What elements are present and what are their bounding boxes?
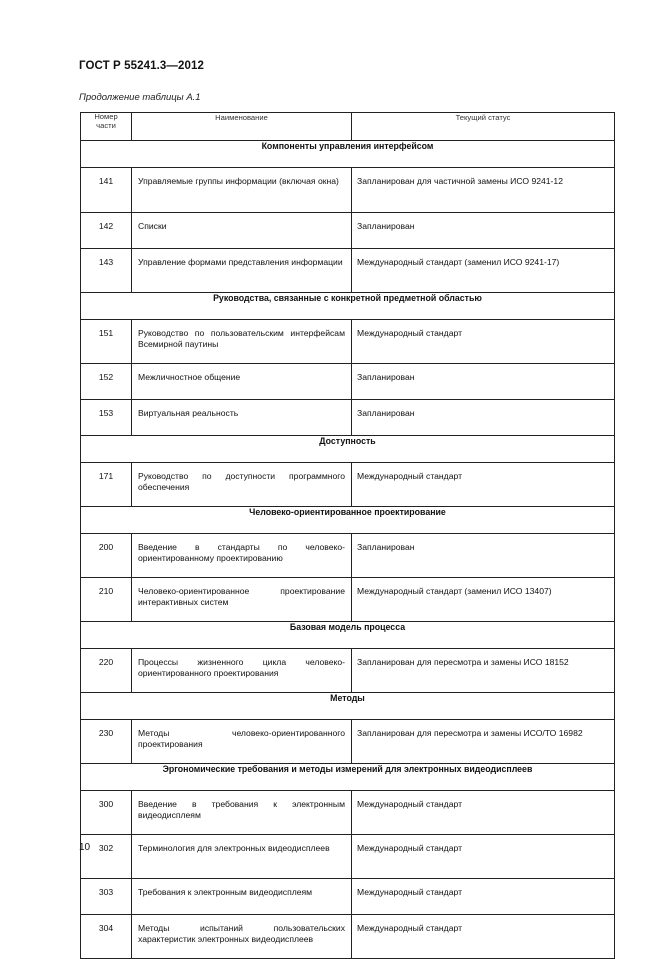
part-number: 142 [81,213,132,249]
part-status: Международный стандарт [352,879,615,915]
table-row [81,463,615,507]
table-row [81,400,615,436]
part-name: Методы испытаний пользовательских характеристик электронных видеодисплеев [132,915,352,959]
part-number: 303 [81,879,132,915]
part-name: Методы человеко-ориентированного проектирования [132,720,352,764]
part-status: Международный стандарт [352,791,615,835]
part-number: 210 [81,578,132,622]
table-row [81,879,615,915]
part-number: 171 [81,463,132,507]
part-status: Международный стандарт [352,835,615,879]
part-name: Руководство по пользовательским интерфейсам Всемирной паутины [132,320,352,364]
section-row [81,507,615,534]
section-row [81,693,615,720]
part-name: Межличностное общение [132,364,352,400]
table-row [81,364,615,400]
part-status: Запланирован [352,364,615,400]
column-header-number-line2: части [96,120,116,130]
part-name: Терминология для электронных видеодисплеев [132,835,352,879]
part-status: Международный стандарт [352,320,615,364]
section-title: Человеко-ориентированное проектирование [81,507,615,534]
table-row [81,168,615,213]
part-number: 143 [81,249,132,293]
part-status: Запланирован [352,213,615,249]
part-name: Списки [132,213,352,249]
part-number: 300 [81,791,132,835]
part-number: 200 [81,534,132,578]
table-row [81,320,615,364]
part-status: Международный стандарт (заменил ИСО 13407) [352,578,615,622]
part-name: Руководство по доступности программного обеспечения [132,463,352,507]
table-row [81,791,615,835]
table-row [81,915,615,959]
table-header-row [81,113,615,141]
part-name: Управление формами представления информации [132,249,352,293]
section-row [81,764,615,791]
standards-table [80,112,615,959]
section-row [81,293,615,320]
part-name: Управляемые группы информации (включая окна) [132,168,352,213]
column-header-status: Текущий статус [352,113,615,141]
part-number: 230 [81,720,132,764]
column-header-name: Наименование [132,113,352,141]
part-status: Запланирован [352,534,615,578]
part-status: Запланирован для частичной замены ИСО 9241-12 [352,168,615,213]
part-status: Запланирован [352,400,615,436]
part-name: Введение в стандарты по человеко-ориентированному проектированию [132,534,352,578]
table-row [81,649,615,693]
part-status: Международный стандарт [352,463,615,507]
table-row [81,534,615,578]
column-header-number [81,113,132,141]
part-number: 153 [81,400,132,436]
table-row [81,720,615,764]
part-number: 151 [81,320,132,364]
part-status: Запланирован для пересмотра и замены ИСО 18152 [352,649,615,693]
part-number: 220 [81,649,132,693]
part-number: 302 [81,835,132,879]
table-row [81,835,615,879]
part-number: 304 [81,915,132,959]
table-row [81,213,615,249]
part-name: Процессы жизненного цикла человеко-ориентированного проектирования [132,649,352,693]
part-name: Человеко-ориентированное проектирование интерактивных систем [132,578,352,622]
section-row [81,436,615,463]
part-number: 152 [81,364,132,400]
part-name: Виртуальная реальность [132,400,352,436]
section-title: Эргономические требования и методы измерений для электронных видеодисплеев [81,764,615,791]
section-title: Доступность [81,436,615,463]
page-number: 10 [79,842,91,853]
section-title: Методы [81,693,615,720]
document-header: ГОСТ Р 55241.3—2012 [79,60,204,72]
table-caption: Продолжение таблицы А.1 [79,92,201,103]
table-row [81,578,615,622]
part-status: Запланирован для пересмотра и замены ИСО/ТО 16982 [352,720,615,764]
column-header-number-line1: Номер [94,112,118,121]
section-title: Базовая модель процесса [81,622,615,649]
part-status: Международный стандарт [352,915,615,959]
section-row [81,141,615,168]
table-row [81,249,615,293]
part-number: 141 [81,168,132,213]
part-status: Международный стандарт (заменил ИСО 9241-17) [352,249,615,293]
section-row [81,622,615,649]
part-name: Требования к электронным видеодисплеям [132,879,352,915]
part-name: Введение в требования к электронным видеодисплеям [132,791,352,835]
section-title: Руководства, связанные с конкретной предметной областью [81,293,615,320]
section-title: Компоненты управления интерфейсом [81,141,615,168]
